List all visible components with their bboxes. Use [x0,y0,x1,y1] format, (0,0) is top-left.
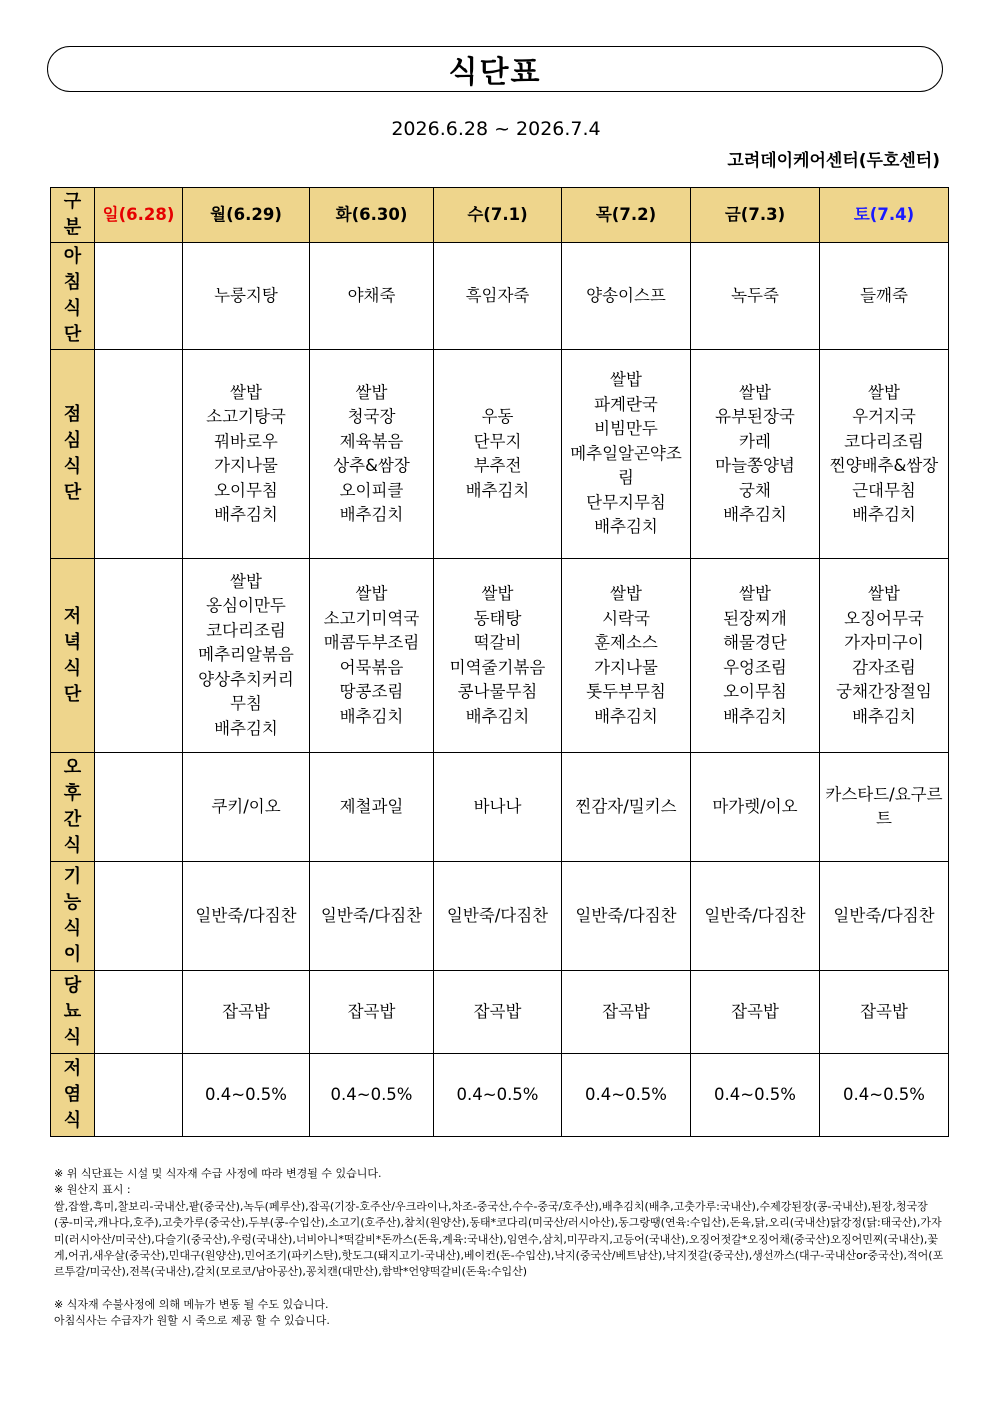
menu-item: 흑임자죽 [465,285,530,305]
menu-item: 바나나 [473,796,522,816]
category-char: 간 [63,809,82,830]
category-char: 식 [63,918,82,939]
category-char: 기 [63,866,82,887]
menu-cell-breakfast-fri [691,243,820,350]
day-header-fri: 금(7.3) [691,188,820,243]
menu-item: 우엉조림 [723,657,787,677]
meal-lines [822,904,946,929]
menu-item: 쌀밥 [868,382,900,402]
meal-lines [185,795,307,820]
meal-lines [693,795,817,820]
menu-item: 쌀밥 [230,571,262,591]
menu-item: 잡곡밥 [731,1001,779,1021]
note-supply: ※ 식자재 수불사정에 의해 메뉴가 변동 될 수도 있습니다. [54,1297,329,1311]
menu-item: 상추&쌈장 [333,456,410,475]
category-char: 아 [63,246,82,267]
category-label [51,755,94,859]
menu-cell-low-salt-tue [310,1054,434,1137]
menu-row-low-salt [51,1054,949,1137]
menu-cell-diabetic-fri [691,971,820,1054]
menu-item: 떡갈비 [473,633,522,652]
menu-item: 양송이스프 [586,285,666,305]
meal-lines [564,904,688,929]
menu-cell-functional-wed [434,862,562,971]
menu-item: 배추김치 [214,718,278,738]
meal-lines [822,1083,946,1108]
menu-item: 0.4~0.5% [585,1084,667,1104]
meal-lines [185,1000,307,1025]
menu-item: 파계란국 [594,394,658,414]
menu-item: 배추김치 [723,706,787,726]
menu-item: 유부된장국 [715,407,795,426]
menu-item: 배추김치 [594,706,658,726]
menu-item: 쿠키/이오 [211,796,281,816]
category-char: 식 [63,657,82,679]
menu-item: 일반죽/다짐찬 [195,905,297,925]
meal-lines [436,284,559,309]
menu-cell-diabetic-sun [95,971,183,1054]
note-origin-list: 쌀,잡쌀,흑미,찰보리-국내산,팥(중국산),녹두(페루산),잡곡(기장-호주산/우크라이나,차조-중국산,수수-중국/호주산),배추김치(배추,고춧가루:국내산),수제강된장(콩-국내산),된장,청국장(콩-미국,캐나다,호주),고춧가루(중국산),두부(콩-수입산),소고기(호주산),참치(원양산),동태*코다리(미국산/러시아산),동그랑땡(연육:수입산),돈육,닭,오리(국내산)닭강정(닭:태국산),가자미(러시아산/미국산),다슬기(중국산),우렁(국내산),너비아니*떡갈비*돈까스(돈육,계육:국내산),임연수,삼치,미꾸라지,고등어(국내산),오징어젓갈*오징어채(중국산)오징어민찌(국내산),꽃게,어귀,새우살(중국산),민대구(원양산),민어조기(파키스탄),핫도그(돼지고기-국내산),베이컨(돈-수입산),낙지(중국산/베트남산),낙지젓갈(중국산),생선까스(대구-국내산or중국산),적어(포르투갈/미국산),전복(국내산),갈치(모로코/남아공산),꽁치캔(대만산),함박*언양떡갈비(돈육:수입산) [54,1199,944,1279]
menu-item: 궁채간장절임 [836,682,932,701]
menu-item: 코다리조림 [206,620,286,640]
note-origin-title: ※ 원산지 표시 : [54,1183,131,1197]
menu-item: 배추김치 [339,505,404,524]
menu-cell-dinner-tue [310,559,434,753]
menu-item: 오징어무국 [844,608,924,628]
menu-cell-breakfast-sat [820,243,949,350]
menu-item: 된장찌개 [723,608,787,628]
category-label [51,864,94,968]
category-char: 저 [63,1058,82,1079]
menu-item: 근대무침 [852,480,916,500]
category-snack [51,753,95,862]
meal-lines [312,582,431,729]
menu-item: 일반죽/다짐찬 [833,905,935,925]
menu-item: 일반죽/다짐찬 [446,905,549,925]
meal-lines [312,904,431,929]
menu-cell-lunch-fri [691,350,820,559]
menu-item: 매콤두부조림 [323,633,420,652]
menu-item: 쌀밥 [739,584,771,603]
menu-item: 잡곡밥 [347,1001,396,1021]
menu-cell-snack-thu [562,753,691,862]
menu-cell-dinner-fri [691,559,820,753]
menu-cell-low-salt-sat [820,1054,949,1137]
menu-row-diabetic [51,971,949,1054]
menu-item: 배추김치 [723,505,787,524]
meal-lines [564,1000,688,1025]
menu-cell-dinner-mon [183,559,310,753]
menu-item: 동태탕 [473,608,522,628]
meal-lines [185,904,307,929]
menu-item: 꿔바로우 [214,431,278,451]
menu-item: 소고기탕국 [206,407,286,426]
menu-item: 소고기미역국 [323,608,420,628]
menu-item: 누룽지탕 [214,285,278,305]
menu-item: 배추김치 [465,706,530,726]
menu-cell-functional-mon [183,862,310,971]
day-header-mon: 월(6.29) [183,188,310,243]
menu-cell-low-salt-sun [95,1054,183,1137]
category-char: 능 [63,892,82,913]
menu-item: 배추김치 [339,706,404,726]
menu-item: 쌀밥 [610,584,642,603]
menu-item: 오이무침 [723,682,787,701]
menu-item: 어묵볶음 [339,657,404,677]
meal-lines [693,1083,817,1108]
day-header-tue: 화(6.30) [310,188,434,243]
menu-item: 배추김치 [465,480,530,500]
category-char: 구 [63,191,82,212]
header-category [51,188,95,243]
title-box [47,46,943,92]
menu-row-dinner [51,559,949,753]
day-header-thu: 목(7.2) [562,188,691,243]
category-char: 저 [63,605,82,627]
menu-cell-breakfast-sun [95,243,183,350]
menu-item: 들깨죽 [860,285,908,305]
menu-cell-breakfast-wed [434,243,562,350]
menu-item: 톳두부무침 [586,682,666,701]
category-char: 이 [63,944,82,965]
menu-row-lunch [51,350,949,559]
note-breakfast: 아침식사는 수급자가 원할 시 죽으로 제공 할 수 있습니다. [54,1314,330,1328]
menu-item: 해물경단 [723,633,787,652]
menu-item: 궁채 [739,480,771,500]
menu-cell-low-salt-thu [562,1054,691,1137]
category-char: 당 [63,975,82,996]
category-char: 심 [63,430,82,451]
meal-lines [564,368,688,540]
meal-lines [693,1000,817,1025]
menu-cell-diabetic-thu [562,971,691,1054]
meal-lines [185,1083,307,1108]
menu-cell-snack-sun [95,753,183,862]
menu-item: 단무지 [473,431,522,451]
category-char: 녁 [63,631,82,653]
meal-lines [436,405,559,503]
menu-cell-functional-sat [820,862,949,971]
menu-table [50,187,949,1137]
meal-lines [693,582,817,729]
meal-lines [564,1083,688,1108]
menu-cell-diabetic-sat [820,971,949,1054]
menu-item: 잡곡밥 [602,1001,650,1021]
category-label [51,604,94,708]
menu-item: 찐감자/밀키스 [575,796,677,816]
menu-item: 잡곡밥 [860,1001,908,1021]
menu-item: 마늘쫑양념 [715,456,795,475]
menu-item: 카레 [739,431,771,451]
category-char: 식 [63,1110,82,1131]
meal-lines [312,381,431,528]
menu-cell-dinner-thu [562,559,691,753]
menu-cell-breakfast-thu [562,243,691,350]
category-char: 점 [63,404,82,425]
page-title: 식단표 [448,55,542,90]
meal-lines [693,904,817,929]
menu-item: 일반죽/다짐찬 [320,905,423,925]
menu-item: 0.4~0.5% [330,1084,413,1104]
menu-item: 제철과일 [339,796,404,816]
menu-item: 일반죽/다짐찬 [575,905,677,925]
meal-lines [185,570,307,742]
meal-lines [822,783,946,832]
menu-cell-snack-wed [434,753,562,862]
category-char: 오 [63,757,82,778]
menu-row-snack [51,753,949,862]
menu-item: 쌀밥 [230,382,262,402]
category-low-salt [51,1054,95,1137]
menu-item: 0.4~0.5% [714,1084,796,1104]
menu-cell-snack-tue [310,753,434,862]
meal-lines [822,582,946,729]
menu-item: 일반죽/다짐찬 [704,905,806,925]
menu-item: 쌀밥 [610,370,642,390]
menu-item: 코다리조림 [844,431,924,451]
category-label [51,189,94,241]
menu-item: 오이피클 [339,480,404,500]
menu-item: 미역줄기볶음 [449,657,546,677]
menu-item: 메추리알볶음 [198,645,294,665]
menu-cell-functional-fri [691,862,820,971]
category-label [51,402,94,506]
category-lunch [51,350,95,559]
menu-cell-lunch-sun [95,350,183,559]
menu-cell-low-salt-mon [183,1054,310,1137]
category-dinner [51,559,95,753]
day-header-wed: 수(7.1) [434,188,562,243]
meal-lines [185,381,307,528]
day-header-sun: 일(6.28) [95,188,183,243]
meal-lines [693,381,817,528]
category-breakfast [51,243,95,350]
category-char: 식 [63,1027,82,1048]
menu-row-functional [51,862,949,971]
meal-lines [564,582,688,729]
menu-cell-low-salt-wed [434,1054,562,1137]
menu-item: 0.4~0.5% [843,1084,925,1104]
menu-cell-dinner-wed [434,559,562,753]
menu-item: 잡곡밥 [222,1001,270,1021]
menu-cell-lunch-thu [562,350,691,559]
menu-item: 카스타드/요구르 [825,784,943,804]
menu-item: 트 [876,809,892,828]
category-label [51,973,94,1051]
center-name: 고려데이케어센터(두호센터) [727,151,940,171]
meal-lines [436,582,559,729]
category-char: 단 [63,324,82,345]
header-row [51,188,949,243]
menu-item: 무침 [230,694,262,714]
menu-item: 쌀밥 [355,584,388,603]
menu-cell-low-salt-fri [691,1054,820,1137]
menu-item: 잡곡밥 [473,1001,522,1021]
meal-lines [564,284,688,309]
meal-lines [822,381,946,528]
menu-item: 훈제소스 [594,633,658,652]
category-char: 식 [63,835,82,856]
meal-lines [312,284,431,309]
menu-item: 배추김치 [852,505,916,524]
menu-item: 가지나물 [214,456,278,475]
menu-cell-lunch-mon [183,350,310,559]
menu-item: 감자조림 [852,657,916,677]
category-char: 단 [63,482,82,503]
category-char: 침 [63,272,82,293]
menu-cell-functional-sun [95,862,183,971]
menu-item: 찐양배추&쌈장 [829,456,939,475]
menu-row-breakfast [51,243,949,350]
menu-item: 가자미구이 [844,633,924,652]
menu-item: 쌀밥 [739,382,771,402]
menu-item: 단무지무침 [586,492,666,512]
menu-item: 콩나물무침 [457,682,538,701]
menu-cell-snack-fri [691,753,820,862]
meal-lines [436,904,559,929]
meal-lines [312,795,431,820]
menu-cell-functional-tue [310,862,434,971]
menu-cell-snack-sat [820,753,949,862]
menu-cell-diabetic-tue [310,971,434,1054]
meal-lines [185,284,307,309]
meal-lines [822,1000,946,1025]
menu-cell-diabetic-mon [183,971,310,1054]
menu-item: 우거지국 [852,407,916,426]
meal-lines [436,1000,559,1025]
menu-cell-diabetic-wed [434,971,562,1054]
menu-item: 림 [618,468,634,488]
date-range: 2026.6.28 ~ 2026.7.4 [391,118,601,140]
day-header-sat: 토(7.4) [820,188,949,243]
menu-item: 양상추치커리 [198,669,294,689]
category-char: 식 [63,456,82,477]
menu-item: 메추일알곤약조 [570,443,682,463]
meal-lines [436,795,559,820]
notes [54,1166,944,1330]
menu-item: 옹심이만두 [206,596,286,616]
category-char: 분 [63,217,82,238]
category-label [51,1056,94,1134]
meal-lines [312,1083,431,1108]
note-change: ※ 위 식단표는 시설 및 식자재 수급 사정에 따라 변경될 수 있습니다. [54,1167,382,1180]
menu-item: 쌀밥 [868,584,900,603]
menu-item: 오이무침 [214,480,278,500]
menu-cell-breakfast-tue [310,243,434,350]
menu-cell-functional-thu [562,862,691,971]
menu-item: 0.4~0.5% [205,1084,287,1104]
meal-lines [822,284,946,309]
menu-cell-lunch-tue [310,350,434,559]
meal-lines [564,795,688,820]
menu-cell-breakfast-mon [183,243,310,350]
category-char: 단 [63,683,82,705]
menu-item: 배추김치 [594,517,658,537]
menu-item: 쌀밥 [355,382,388,402]
menu-item: 야채죽 [347,285,396,305]
menu-item: 비빔만두 [594,419,658,439]
menu-cell-snack-mon [183,753,310,862]
category-label [51,244,94,348]
menu-item: 제육볶음 [339,431,404,451]
menu-cell-dinner-sat [820,559,949,753]
category-diabetic [51,971,95,1054]
menu-item: 청국장 [347,407,396,426]
menu-item: 녹두죽 [731,285,779,305]
category-char: 염 [63,1084,82,1105]
menu-item: 마가렛/이오 [712,796,798,816]
menu-cell-lunch-wed [434,350,562,559]
meal-lines [312,1000,431,1025]
menu-item: 우동 [481,407,514,426]
meal-lines [436,1083,559,1108]
meal-lines [693,284,817,309]
menu-cell-dinner-sun [95,559,183,753]
menu-item: 부추전 [473,456,522,475]
menu-item: 배추김치 [852,706,916,726]
menu-item: 0.4~0.5% [456,1084,539,1104]
category-char: 뇨 [63,1001,82,1022]
category-char: 식 [63,298,82,319]
category-char: 후 [63,783,82,804]
menu-cell-lunch-sat [820,350,949,559]
menu-item: 가지나물 [594,657,658,677]
menu-item: 쌀밥 [481,584,514,603]
menu-item: 시락국 [602,608,650,628]
category-functional [51,862,95,971]
menu-item: 배추김치 [214,505,278,524]
menu-item: 땅콩조림 [339,682,404,701]
